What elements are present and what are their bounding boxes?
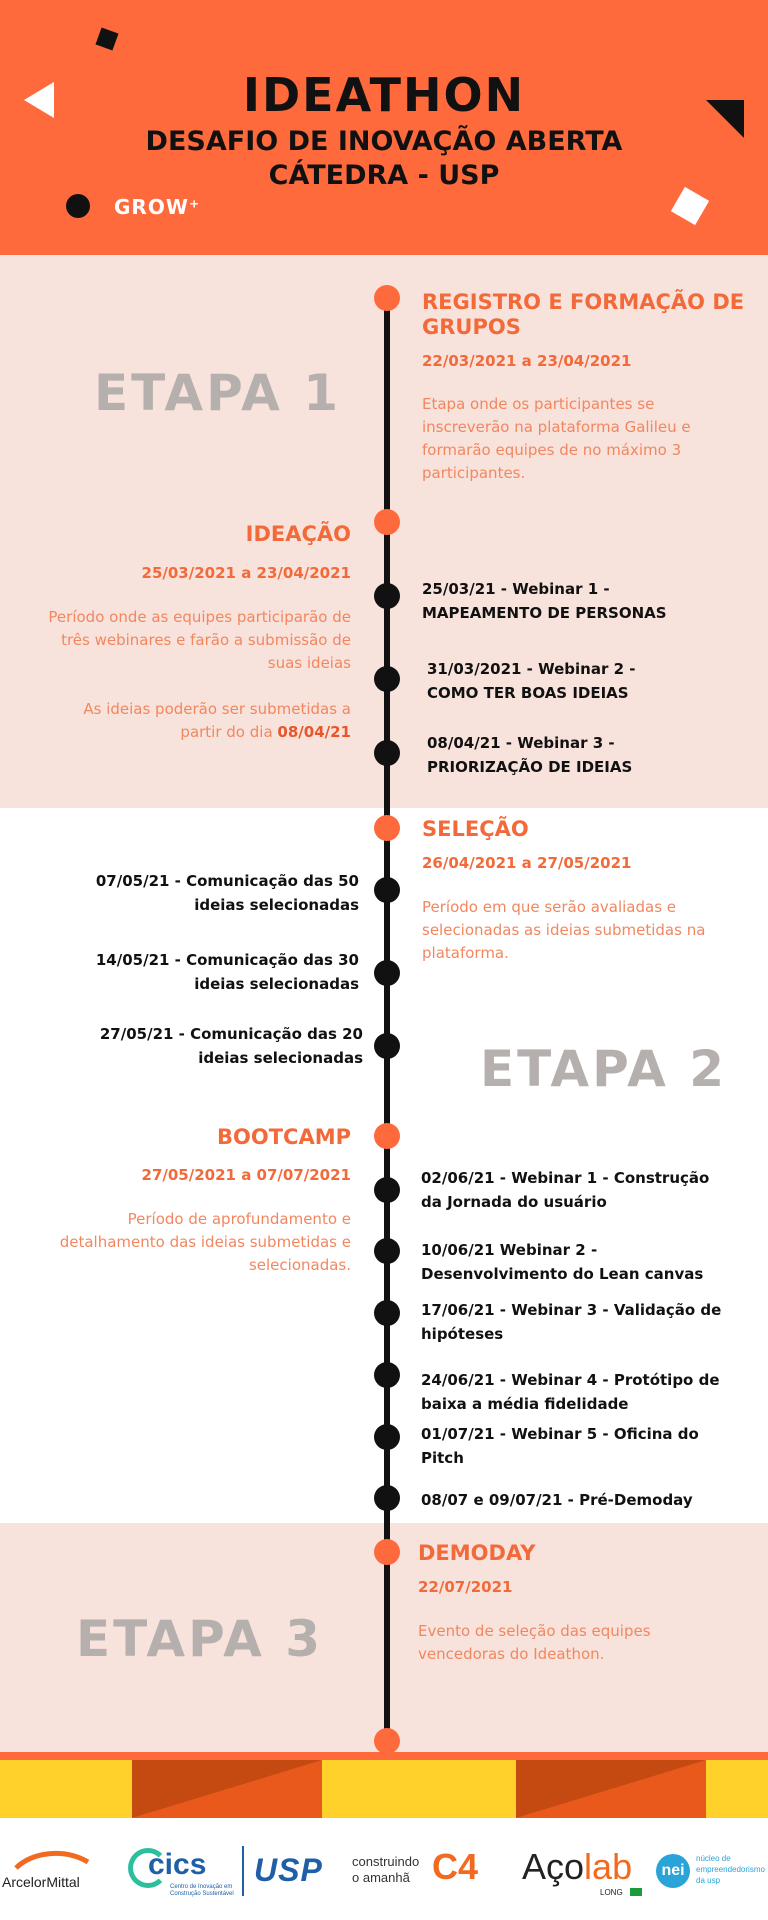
ideacao-event-2: 31/03/2021 - Webinar 2 - COMO TER BOAS IDEIAS bbox=[427, 660, 636, 702]
timeline-dot-event bbox=[374, 1033, 400, 1059]
bootcamp-event-2: 10/06/21 Webinar 2 - Desenvolvimento do Lean canvas bbox=[421, 1241, 704, 1283]
ideacao-note: As ideias poderão ser submetidas a partir do dia 08/04/21 bbox=[83, 700, 351, 741]
etapa-1-label: ETAPA 1 bbox=[94, 364, 342, 422]
timeline-dot-event bbox=[374, 960, 400, 986]
brazil-flag-icon bbox=[630, 1888, 642, 1896]
ideacao-event-1: 25/03/21 - Webinar 1 - MAPEAMENTO DE PERSONAS bbox=[422, 580, 667, 622]
timeline-dot-event bbox=[374, 877, 400, 903]
ideacao-description: Período onde as equipes participarão de três webinares e farão a submissão de suas ideias bbox=[48, 608, 351, 672]
ideacao-title: IDEAÇÃO bbox=[245, 522, 351, 546]
timeline-dot-event bbox=[374, 1238, 400, 1264]
bootcamp-event-6: 08/07 e 09/07/21 - Pré-Demoday bbox=[421, 1491, 693, 1509]
ideacao-event-3: 08/04/21 - Webinar 3 - PRIORIZAÇÃO DE IDEIAS bbox=[427, 734, 633, 776]
arcelor-swoosh-icon bbox=[12, 1846, 92, 1872]
bootcamp-event-5: 01/07/21 - Webinar 5 - Oficina do Pitch bbox=[421, 1425, 699, 1467]
selecao-event-2: 14/05/21 - Comunicação das 30 ideias selecionadas bbox=[95, 951, 359, 993]
acolab-logo: Açolab LONG bbox=[522, 1846, 650, 1898]
timeline-dot-event bbox=[374, 1485, 400, 1511]
demoday-description: Evento de seleção das equipes vencedoras do Ideathon. bbox=[418, 1622, 651, 1663]
construindo-logo: construindo o amanhã C4 bbox=[352, 1846, 479, 1887]
timeline-dot-event bbox=[374, 1424, 400, 1450]
timeline-dot-bootcamp bbox=[374, 1123, 400, 1149]
bootcamp-title: BOOTCAMP bbox=[217, 1125, 351, 1149]
etapa-3-label: ETAPA 3 bbox=[76, 1610, 324, 1668]
footer-pattern bbox=[0, 1760, 768, 1818]
selecao-event-3: 27/05/21 - Comunicação das 20 ideias selecionadas bbox=[99, 1025, 363, 1067]
square-deco-icon bbox=[95, 27, 118, 50]
bootcamp-description: Período de aprofundamento e detalhamento das ideias submetidas e selecionadas. bbox=[59, 1210, 351, 1274]
demoday-title: DEMODAY bbox=[418, 1541, 536, 1565]
registro-date: 22/03/2021 a 23/04/2021 bbox=[422, 352, 632, 370]
bootcamp-date: 27/05/2021 a 07/07/2021 bbox=[141, 1166, 351, 1184]
bootcamp-event-1: 02/06/21 - Webinar 1 - Construção da Jornada do usuário bbox=[421, 1169, 710, 1211]
selecao-title: SELEÇÃO bbox=[422, 817, 529, 841]
arcelor-logo: ArcelorMittal bbox=[2, 1846, 94, 1896]
cics-logo: cics Centro de Inovação em Construção Sustentável bbox=[128, 1846, 238, 1898]
footer-stripe bbox=[0, 1752, 768, 1760]
timeline-dot-end bbox=[374, 1728, 400, 1754]
selecao-event-1: 07/05/21 - Comunicação das 50 ideias selecionadas bbox=[95, 872, 359, 914]
footer-band bbox=[0, 1760, 768, 1818]
registro-title: REGISTRO E FORMAÇÃO DE GRUPOS bbox=[422, 290, 745, 339]
bootcamp-event-4: 24/06/21 - Webinar 4 - Protótipo de baixa a média fidelidade bbox=[421, 1371, 720, 1413]
timeline-dot-event bbox=[374, 1300, 400, 1326]
timeline-dot-event bbox=[374, 583, 400, 609]
timeline-dot-ideacao bbox=[374, 509, 400, 535]
bootcamp-event-3: 17/06/21 - Webinar 3 - Validação de hipóteses bbox=[421, 1301, 722, 1343]
timeline-dot-event bbox=[374, 1177, 400, 1203]
usp-logo: USP bbox=[254, 1852, 323, 1888]
divider bbox=[242, 1846, 244, 1896]
grow-logo: GROW⁺ bbox=[114, 195, 201, 219]
diamond-deco-icon bbox=[671, 187, 709, 225]
registro-description: Etapa onde os participantes se inscreverão na plataforma Galileu e formarão equipes de no máximo 3 participantes. bbox=[422, 395, 691, 482]
subtitle-line-2: CÁTEDRA - USP bbox=[268, 160, 500, 191]
selecao-description: Período em que serão avaliadas e selecionadas as ideias submetidas na plataforma. bbox=[422, 898, 706, 962]
etapa-2-label: ETAPA 2 bbox=[480, 1040, 728, 1098]
circle-deco-icon bbox=[66, 194, 90, 218]
subtitle-line-1: DESAFIO DE INOVAÇÃO ABERTA bbox=[145, 126, 623, 157]
header-banner bbox=[0, 0, 768, 255]
timeline-dot-demoday bbox=[374, 1539, 400, 1565]
ideacao-date: 25/03/2021 a 23/04/2021 bbox=[141, 564, 351, 582]
timeline-dot-event bbox=[374, 1362, 400, 1388]
timeline-dot-event bbox=[374, 666, 400, 692]
timeline-dot-event bbox=[374, 740, 400, 766]
timeline-dot-selecao bbox=[374, 815, 400, 841]
selecao-date: 26/04/2021 a 27/05/2021 bbox=[422, 854, 632, 872]
timeline-dot-registro bbox=[374, 285, 400, 311]
page-title: IDEATHON bbox=[242, 68, 526, 122]
demoday-date: 22/07/2021 bbox=[418, 1578, 513, 1596]
nei-logo: nei núcleo de empreendedorismo da usp bbox=[656, 1852, 768, 1894]
